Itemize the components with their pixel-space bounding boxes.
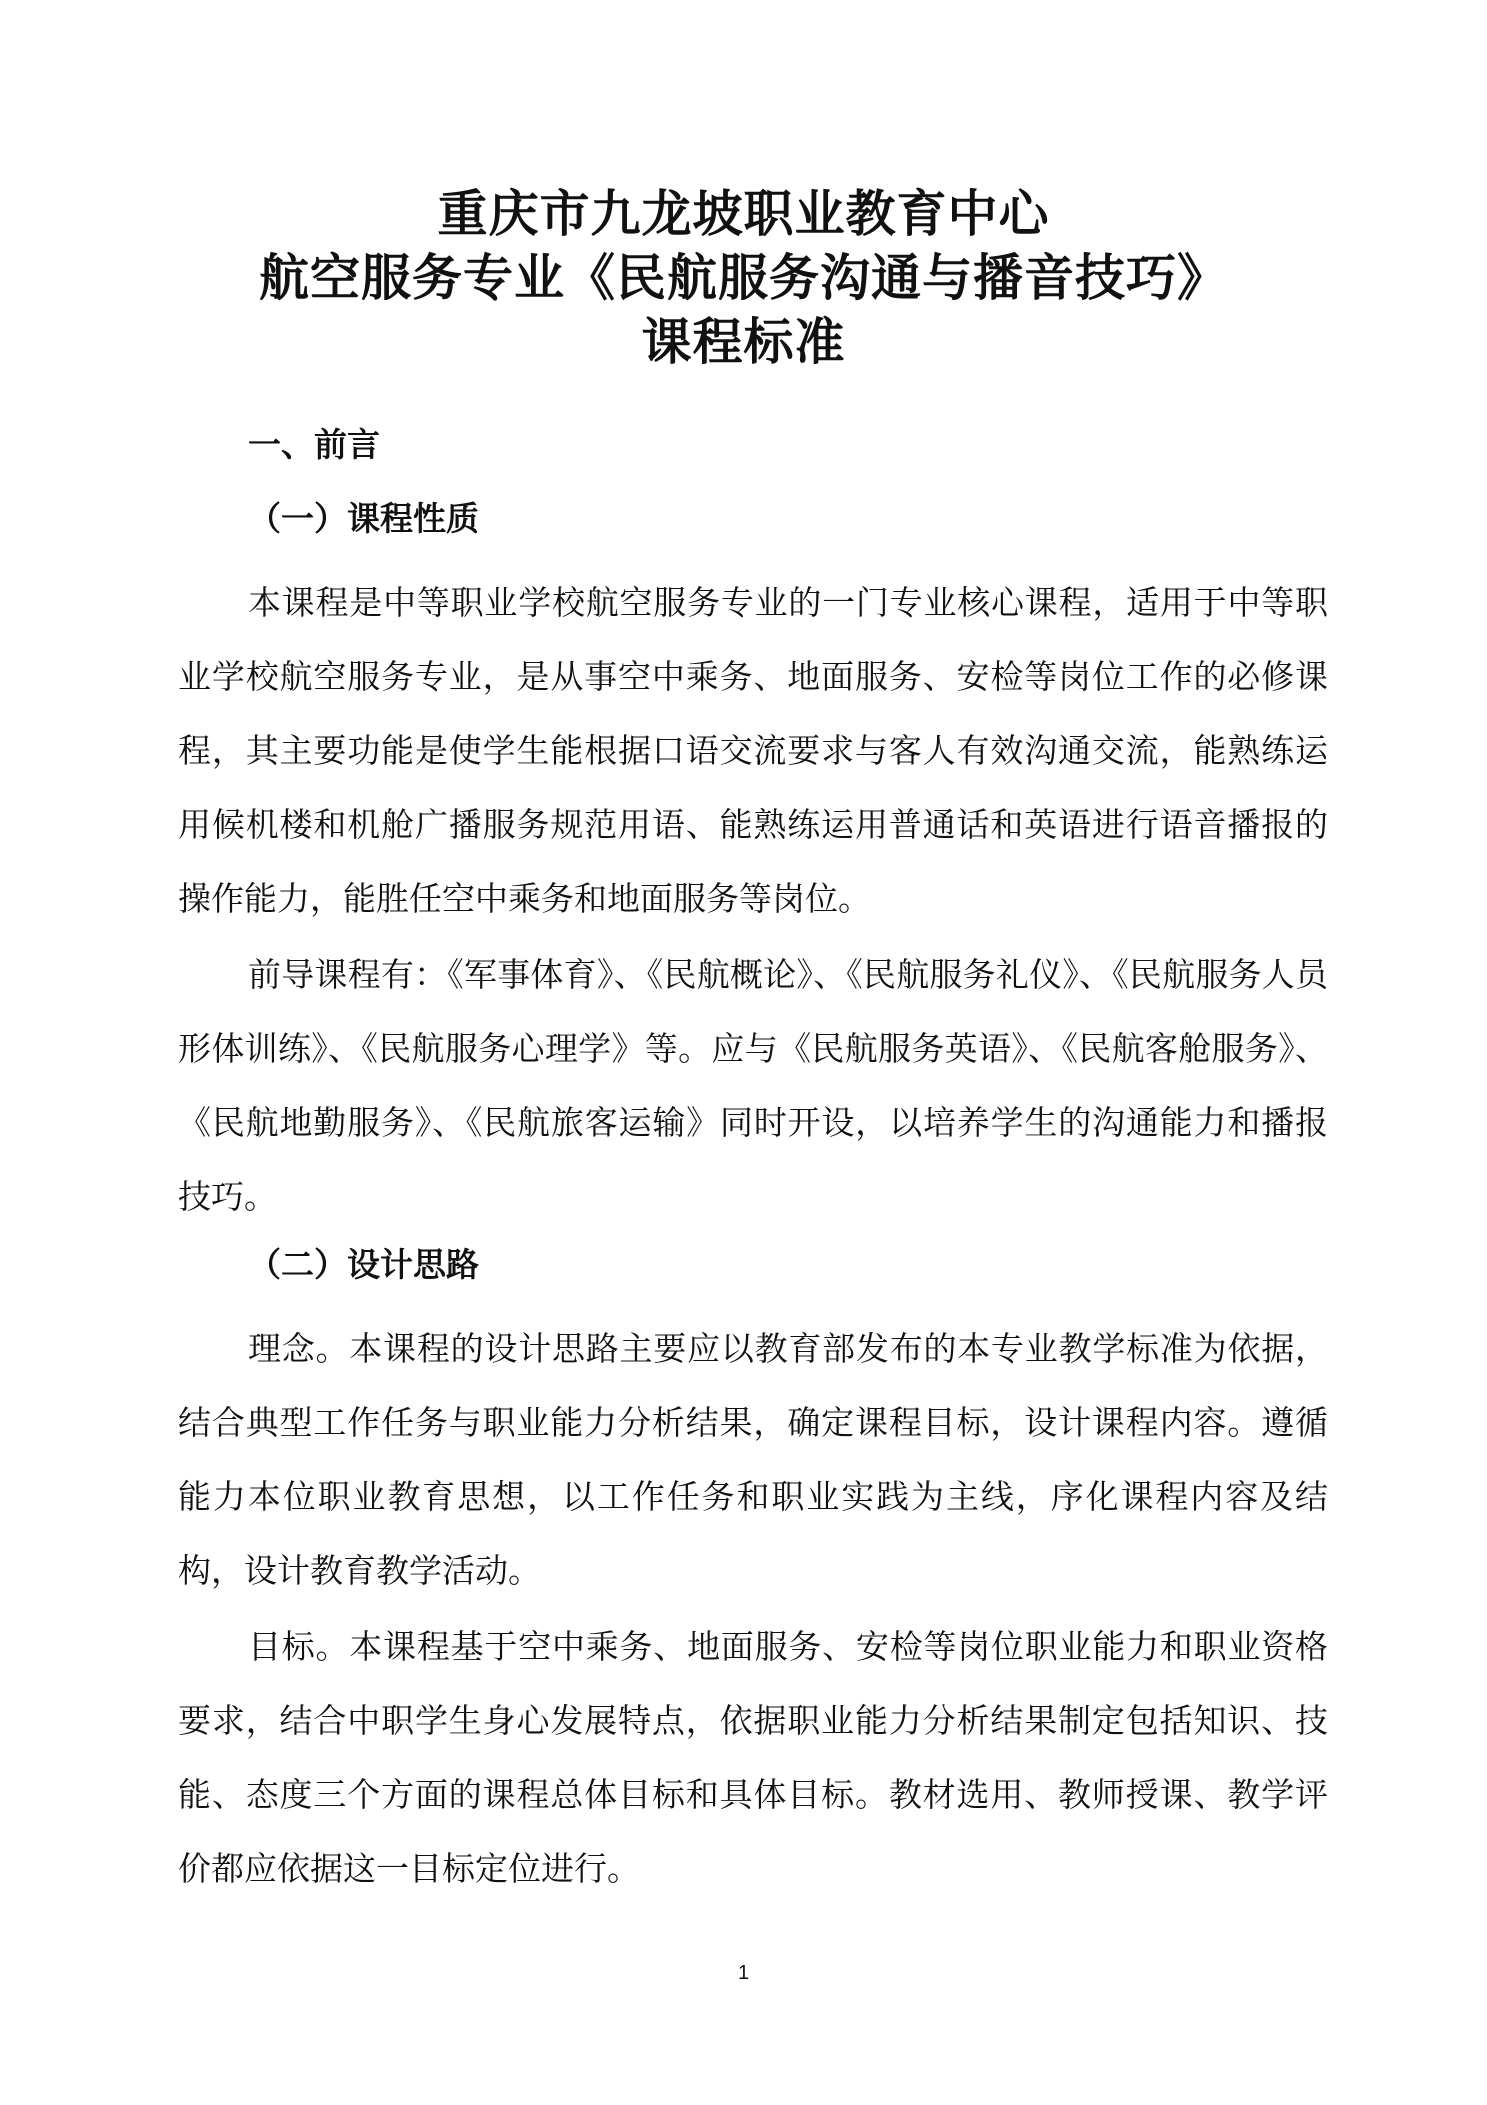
document-body <box>178 420 1328 1906</box>
document-title <box>0 182 1487 374</box>
section-heading-preface: 一、前言 <box>248 425 380 464</box>
paragraph-design-2: 目标。本课程基于空中乘务、地面服务、安检等岗位职业能力和职业资格要求，结合中职学生身心发展特点，依据职业能力分析结果制定包括知识、技能、态度三个方面的课程总体目标和具体目标。教材选用、教师授课、教学评价都应依据这一目标定位进行。 <box>178 1627 1328 1888</box>
title-line-school: 重庆市九龙坡职业教育中心 <box>437 184 1050 243</box>
paragraph-nature-2: 前导课程有：《军事体育》、《民航概论》、《民航服务礼仪》、《民航服务人员形体训练》、《民航服务心理学》等。应与《民航服务英语》、《民航客舱服务》、《民航地勤服务》、《民航旅客运输》同时开设，以培养学生的沟通能力和播报技巧。 <box>178 955 1328 1216</box>
title-line-standard: 课程标准 <box>641 312 846 371</box>
subsection-heading-nature: （一）课程性质 <box>248 499 479 538</box>
subsection-heading-design: （二）设计思路 <box>248 1245 479 1284</box>
page-number: 1 <box>737 1962 750 1984</box>
paragraph-nature-1: 本课程是中等职业学校航空服务专业的一门专业核心课程，适用于中等职业学校航空服务专业，是从事空中乘务、地面服务、安检等岗位工作的必修课程，其主要功能是使学生能根据口语交流要求与客人有效沟通交流，能熟练运用候机楼和机舱广播服务规范用语、能熟练运用普通话和英语进行语音播报的操作能力，能胜任空中乘务和地面服务等岗位。 <box>178 583 1328 918</box>
paragraph-design-1: 理念。本课程的设计思路主要应以教育部发布的本专业教学标准为依据，结合典型工作任务与职业能力分析结果，确定课程目标，设计课程内容。遵循能力本位职业教育思想，以工作任务和职业实践为主线，序化课程内容及结构，设计教育教学活动。 <box>178 1329 1328 1590</box>
title-line-course: 航空服务专业《民航服务沟通与播音技巧》 <box>259 248 1228 307</box>
